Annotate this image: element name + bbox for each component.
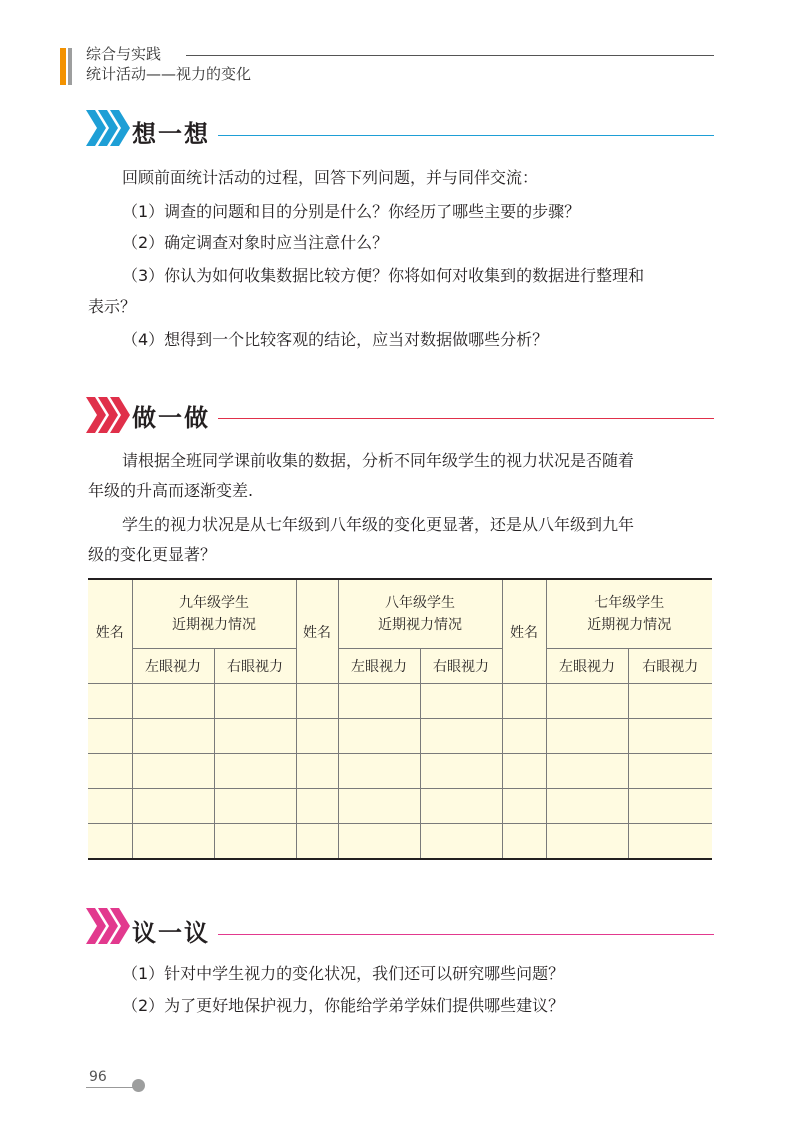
chevron-arrows-icon xyxy=(86,393,130,437)
table-cell[interactable] xyxy=(88,789,132,824)
table-cell[interactable] xyxy=(132,754,214,789)
section-title-do: 做一做 xyxy=(132,403,210,432)
chevron-arrows-icon xyxy=(86,904,130,948)
table-cell[interactable] xyxy=(132,824,214,860)
table-cell[interactable] xyxy=(546,824,628,860)
think-intro: 回顾前面统计活动的过程，回答下列问题，并与同伴交流： xyxy=(122,168,539,187)
do-paragraph-2-cont: 级的变化更显著？ xyxy=(88,545,217,564)
table-cell[interactable] xyxy=(214,824,296,860)
chevron-arrows-icon xyxy=(86,106,130,150)
name-header: 姓名 xyxy=(88,579,132,684)
table-cell[interactable] xyxy=(420,789,502,824)
table-cell[interactable] xyxy=(214,754,296,789)
table-cell[interactable] xyxy=(546,754,628,789)
table-cell[interactable] xyxy=(338,719,420,754)
header-gray-bar xyxy=(68,48,72,85)
right-eye-header: 右眼视力 xyxy=(628,649,712,684)
table-cell[interactable] xyxy=(546,719,628,754)
table-row xyxy=(88,789,712,824)
think-question-1: （1）调查的问题和目的分别是什么？你经历了哪些主要的步骤？ xyxy=(122,202,581,221)
section-rule-think xyxy=(218,135,714,136)
table-cell[interactable] xyxy=(420,754,502,789)
section-rule-do xyxy=(218,418,714,419)
section-rule-discuss xyxy=(218,934,714,935)
page-number: 96 xyxy=(89,1069,107,1085)
table-cell[interactable] xyxy=(296,719,338,754)
left-eye-header: 左眼视力 xyxy=(546,649,628,684)
table-cell[interactable] xyxy=(338,824,420,860)
table-cell[interactable] xyxy=(502,789,546,824)
think-question-4: （4）想得到一个比较客观的结论，应当对数据做哪些分析？ xyxy=(122,330,549,349)
table-cell[interactable] xyxy=(338,754,420,789)
do-paragraph-2: 学生的视力状况是从七年级到八年级的变化更显著，还是从八年级到九年 xyxy=(122,515,635,534)
table-cell[interactable] xyxy=(88,754,132,789)
table-row xyxy=(88,754,712,789)
table-cell[interactable] xyxy=(214,684,296,719)
left-eye-header: 左眼视力 xyxy=(338,649,420,684)
table-cell[interactable] xyxy=(546,684,628,719)
table-cell[interactable] xyxy=(88,824,132,860)
table-cell[interactable] xyxy=(420,719,502,754)
right-eye-header: 右眼视力 xyxy=(420,649,502,684)
table-cell[interactable] xyxy=(502,684,546,719)
table-cell[interactable] xyxy=(338,789,420,824)
table-row xyxy=(88,719,712,754)
header-rule xyxy=(186,55,714,56)
grade-7-header: 七年级学生 近期视力情况 xyxy=(546,579,712,649)
table-row xyxy=(88,824,712,860)
do-paragraph-1: 请根据全班同学课前收集的数据，分析不同年级学生的视力状况是否随着 xyxy=(122,451,635,470)
table-cell[interactable] xyxy=(420,824,502,860)
header-section-label: 综合与实践 xyxy=(86,45,162,63)
table-cell[interactable] xyxy=(628,754,712,789)
vision-survey-table xyxy=(88,578,712,860)
right-eye-header: 右眼视力 xyxy=(214,649,296,684)
do-paragraph-1-cont: 年级的升高而逐渐变差. xyxy=(88,481,254,500)
table-cell[interactable] xyxy=(132,719,214,754)
table-cell[interactable] xyxy=(214,719,296,754)
table-cell[interactable] xyxy=(296,824,338,860)
section-title-discuss: 议一议 xyxy=(132,918,210,947)
table-cell[interactable] xyxy=(132,684,214,719)
grade-9-header: 九年级学生 近期视力情况 xyxy=(132,579,296,649)
discuss-question-2: （2）为了更好地保护视力，你能给学弟学妹们提供哪些建议？ xyxy=(122,996,565,1015)
table-cell[interactable] xyxy=(502,719,546,754)
think-question-2: （2）确定调查对象时应当注意什么？ xyxy=(122,233,389,252)
table-cell[interactable] xyxy=(628,684,712,719)
table-row xyxy=(88,684,712,719)
table-cell[interactable] xyxy=(502,824,546,860)
name-header: 姓名 xyxy=(502,579,546,684)
table-cell[interactable] xyxy=(296,789,338,824)
table-cell[interactable] xyxy=(338,684,420,719)
think-question-3-cont: 表示？ xyxy=(88,297,137,316)
grade-8-header: 八年级学生 近期视力情况 xyxy=(338,579,502,649)
table-cell[interactable] xyxy=(420,684,502,719)
section-title-think: 想一想 xyxy=(132,119,210,148)
name-header: 姓名 xyxy=(296,579,338,684)
table-cell[interactable] xyxy=(628,789,712,824)
page-number-dot xyxy=(132,1079,145,1092)
header-topic-label: 统计活动——视力的变化 xyxy=(86,65,252,83)
table-cell[interactable] xyxy=(546,789,628,824)
table-cell[interactable] xyxy=(132,789,214,824)
table-cell[interactable] xyxy=(502,754,546,789)
discuss-question-1: （1）针对中学生视力的变化状况，我们还可以研究哪些问题？ xyxy=(122,964,565,983)
table-cell[interactable] xyxy=(628,824,712,860)
table-cell[interactable] xyxy=(628,719,712,754)
table-cell[interactable] xyxy=(88,719,132,754)
think-question-3: （3）你认为如何收集数据比较方便？你将如何对收集到的数据进行整理和 xyxy=(122,266,645,285)
page-number-rule xyxy=(86,1087,136,1088)
table-cell[interactable] xyxy=(296,684,338,719)
left-eye-header: 左眼视力 xyxy=(132,649,214,684)
table-cell[interactable] xyxy=(296,754,338,789)
header-accent-bar xyxy=(60,48,66,85)
table-cell[interactable] xyxy=(214,789,296,824)
table-cell[interactable] xyxy=(88,684,132,719)
